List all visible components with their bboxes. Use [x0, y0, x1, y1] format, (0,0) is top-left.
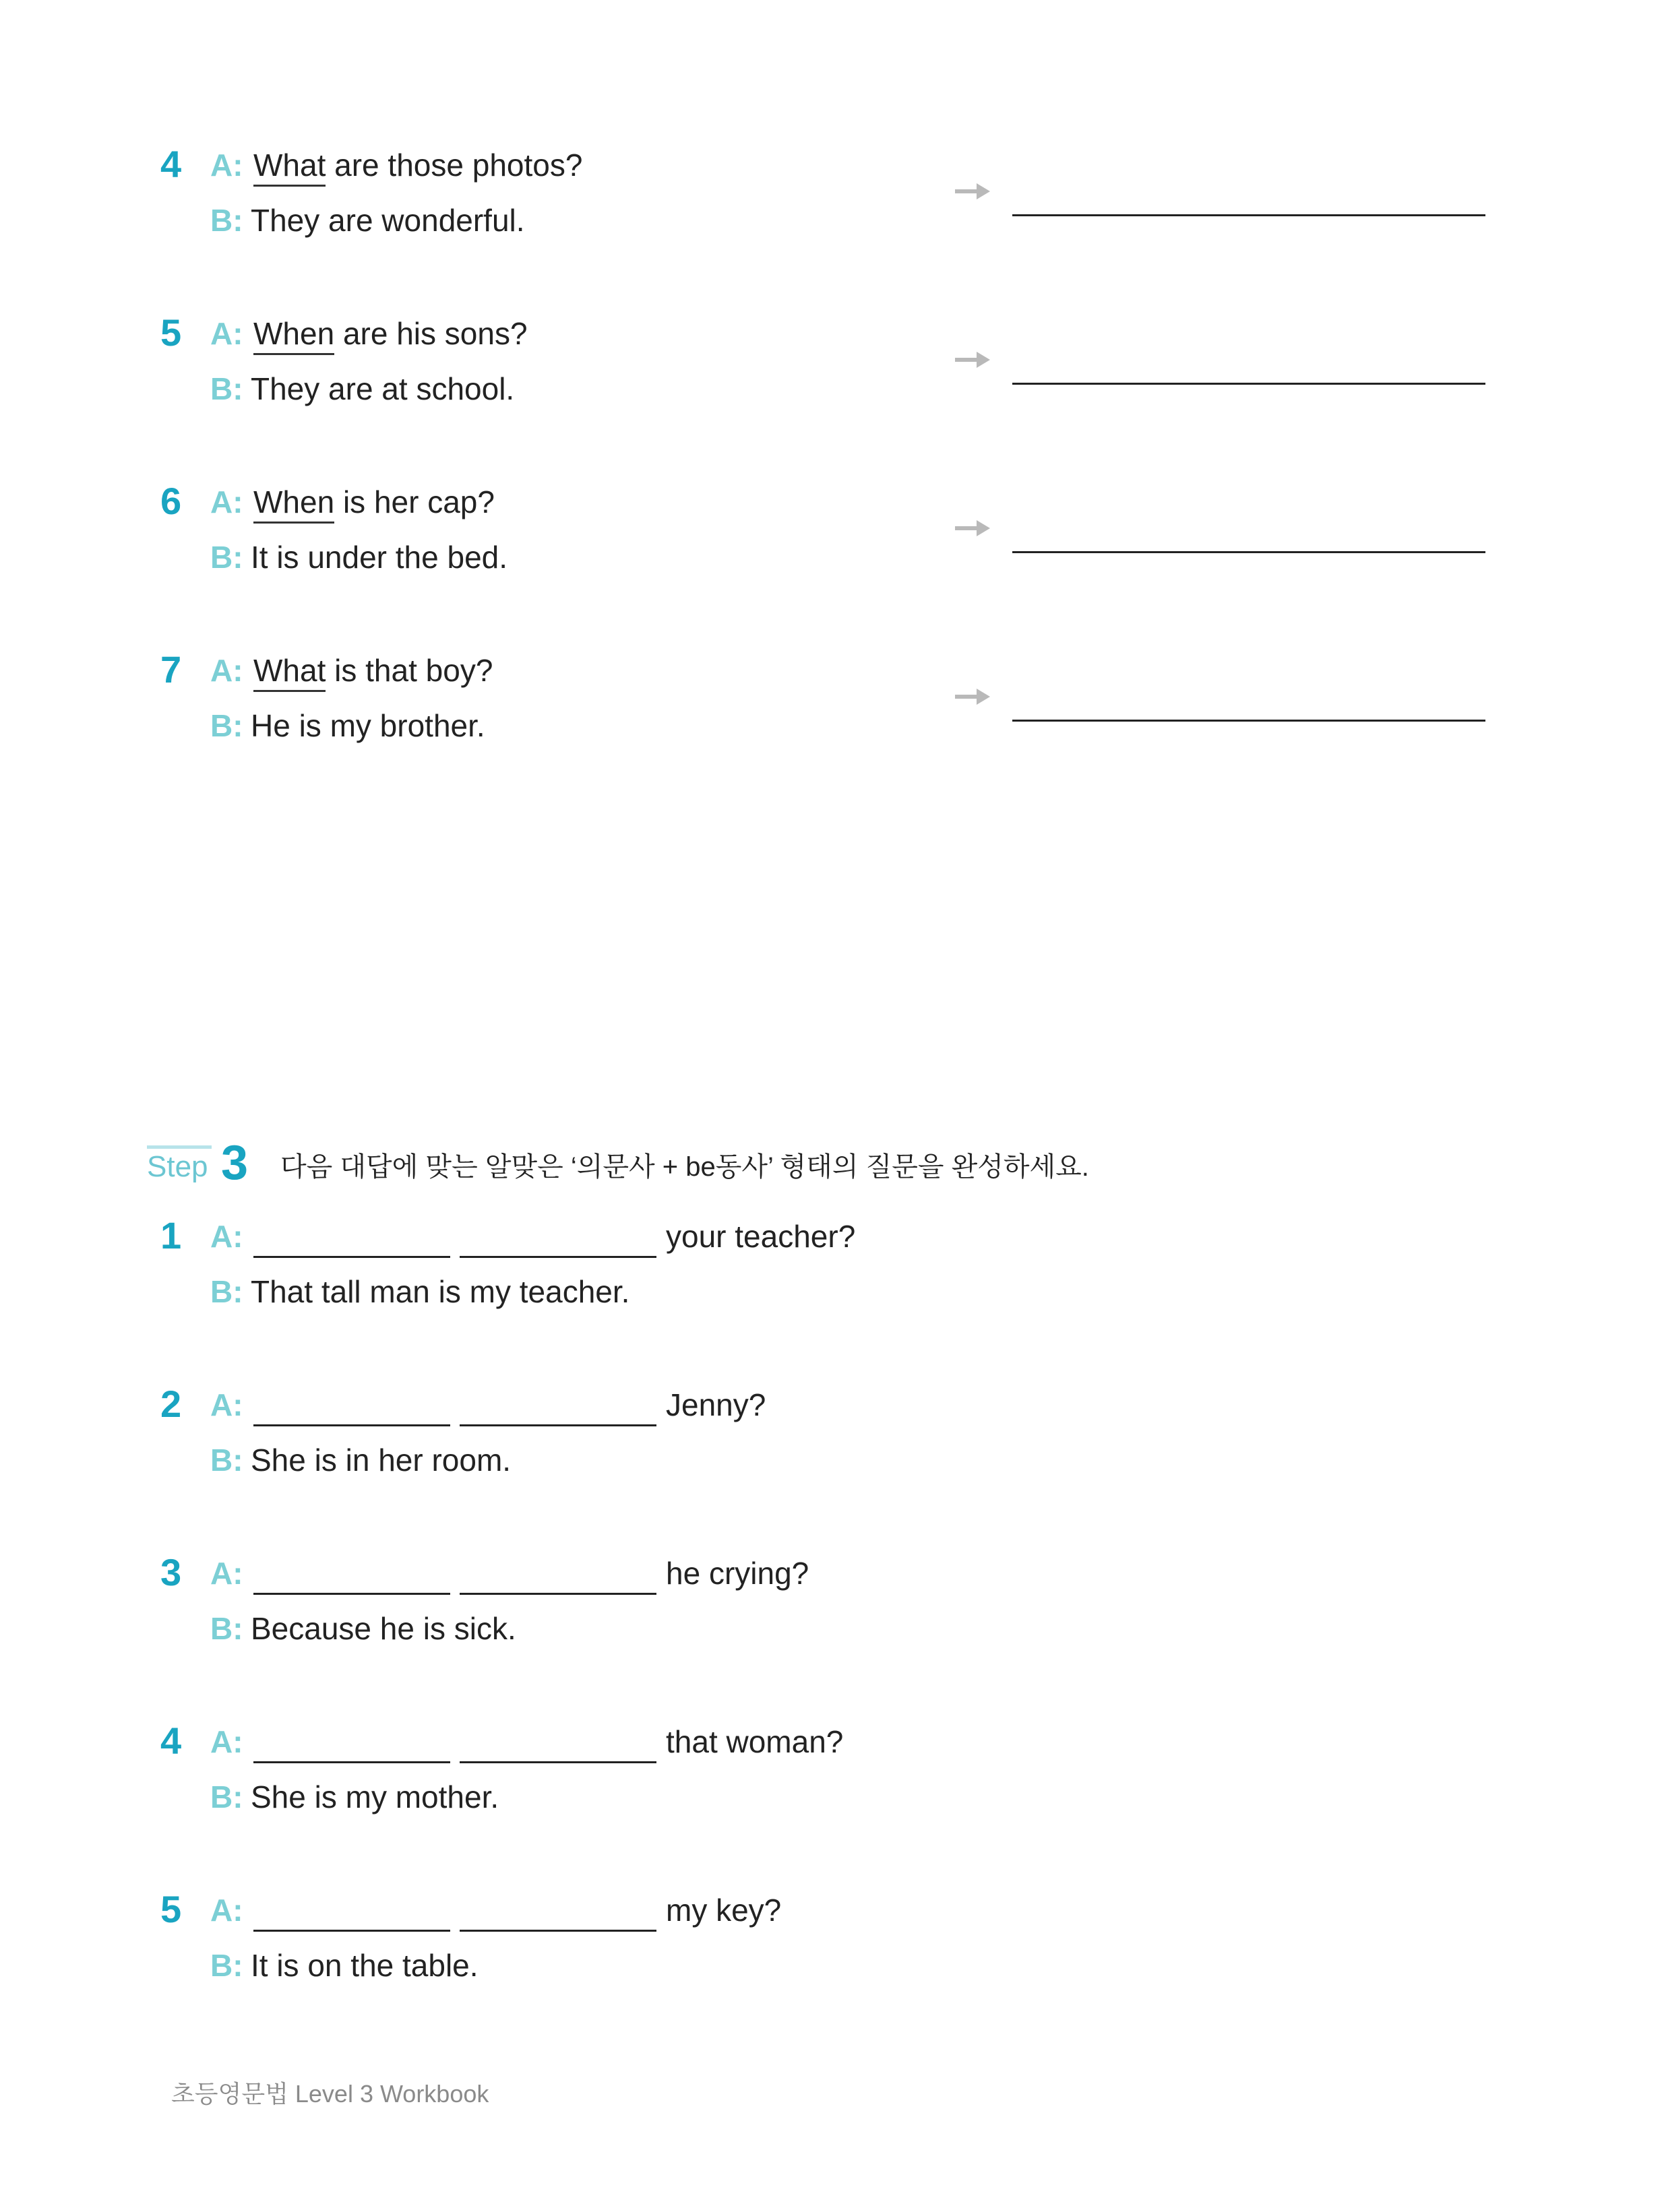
speaker-b-label: B: — [210, 1611, 243, 1646]
arrow-right-icon — [954, 350, 991, 369]
arrow-right-icon — [954, 519, 991, 538]
step-accent-bar — [147, 1145, 212, 1149]
question-word: What — [253, 150, 326, 187]
answer-line[interactable] — [1012, 214, 1485, 216]
question-word: When — [253, 318, 334, 355]
question-rest: are his sons? — [334, 316, 528, 351]
speaker-b-label: B: — [210, 1779, 243, 1814]
item-number: 3 — [160, 1551, 182, 1593]
step-instruction: 다음 대답에 맞는 알맞은 ‘의문사 + be동사’ 형태의 질문을 완성하세요. — [280, 1152, 1089, 1182]
blank-line-2[interactable] — [460, 1761, 656, 1763]
question-rest: is that boy? — [326, 653, 493, 688]
blank-line-1[interactable] — [253, 1761, 450, 1763]
question-word: When — [253, 486, 334, 524]
blank-line-2[interactable] — [460, 1424, 656, 1426]
question-rest: is her cap? — [334, 484, 495, 519]
item-number: 5 — [160, 1888, 182, 1930]
page-footer: 초등영문법 Level 3 Workbook — [171, 2080, 489, 2108]
answer-text: They are wonderful. — [251, 203, 525, 238]
speaker-a-label: A: — [210, 1556, 243, 1591]
item-number: 6 — [160, 480, 182, 522]
speaker-a-label: A: — [210, 1724, 243, 1759]
question-rest: my key? — [666, 1893, 782, 1928]
speaker-b-label: B: — [210, 1948, 243, 1983]
speaker-b-label: B: — [210, 371, 243, 406]
question-rest: are those photos? — [326, 148, 583, 183]
answer-text: That tall man is my teacher. — [251, 1274, 630, 1309]
blank-line-1[interactable] — [253, 1593, 450, 1595]
answer-text: It is on the table. — [251, 1948, 479, 1983]
question-word: What — [253, 655, 326, 692]
answer-text: It is under the bed. — [251, 540, 508, 575]
speaker-a-label: A: — [210, 1219, 243, 1254]
blank-line-2[interactable] — [460, 1930, 656, 1932]
blank-line-2[interactable] — [460, 1256, 656, 1258]
speaker-a-label: A: — [210, 1893, 243, 1928]
speaker-a-label: A: — [210, 653, 243, 688]
question-rest: Jenny? — [666, 1387, 766, 1422]
answer-line[interactable] — [1012, 720, 1485, 722]
step-label: Step — [147, 1150, 208, 1183]
arrow-right-icon — [954, 687, 991, 706]
item-number: 4 — [160, 143, 182, 185]
speaker-a-label: A: — [210, 484, 243, 519]
item-number: 1 — [160, 1214, 182, 1257]
question-rest: he crying? — [666, 1556, 809, 1591]
answer-text: Because he is sick. — [251, 1611, 516, 1646]
item-number: 7 — [160, 648, 182, 691]
speaker-b-label: B: — [210, 540, 243, 575]
answer-text: He is my brother. — [251, 708, 485, 743]
speaker-b-label: B: — [210, 1274, 243, 1309]
arrow-right-icon — [954, 182, 991, 201]
item-number: 5 — [160, 311, 182, 354]
answer-text: She is in her room. — [251, 1443, 512, 1478]
question-rest: that woman? — [666, 1724, 844, 1759]
answer-text: She is my mother. — [251, 1779, 499, 1814]
blank-line-1[interactable] — [253, 1256, 450, 1258]
speaker-b-label: B: — [210, 708, 243, 743]
speaker-a-label: A: — [210, 316, 243, 351]
step-number: 3 — [221, 1136, 249, 1190]
answer-line[interactable] — [1012, 383, 1485, 385]
speaker-a-label: A: — [210, 148, 243, 183]
speaker-a-label: A: — [210, 1387, 243, 1422]
question-text — [253, 655, 493, 692]
blank-line-2[interactable] — [460, 1593, 656, 1595]
item-number: 2 — [160, 1383, 182, 1425]
question-text — [253, 486, 495, 524]
answer-text: They are at school. — [251, 371, 515, 406]
question-text — [253, 150, 582, 187]
question-text — [253, 318, 528, 355]
blank-line-1[interactable] — [253, 1930, 450, 1932]
answer-line[interactable] — [1012, 551, 1485, 553]
speaker-b-label: B: — [210, 1443, 243, 1478]
speaker-b-label: B: — [210, 203, 243, 238]
item-number: 4 — [160, 1719, 182, 1762]
question-rest: your teacher? — [666, 1219, 856, 1254]
blank-line-1[interactable] — [253, 1424, 450, 1426]
